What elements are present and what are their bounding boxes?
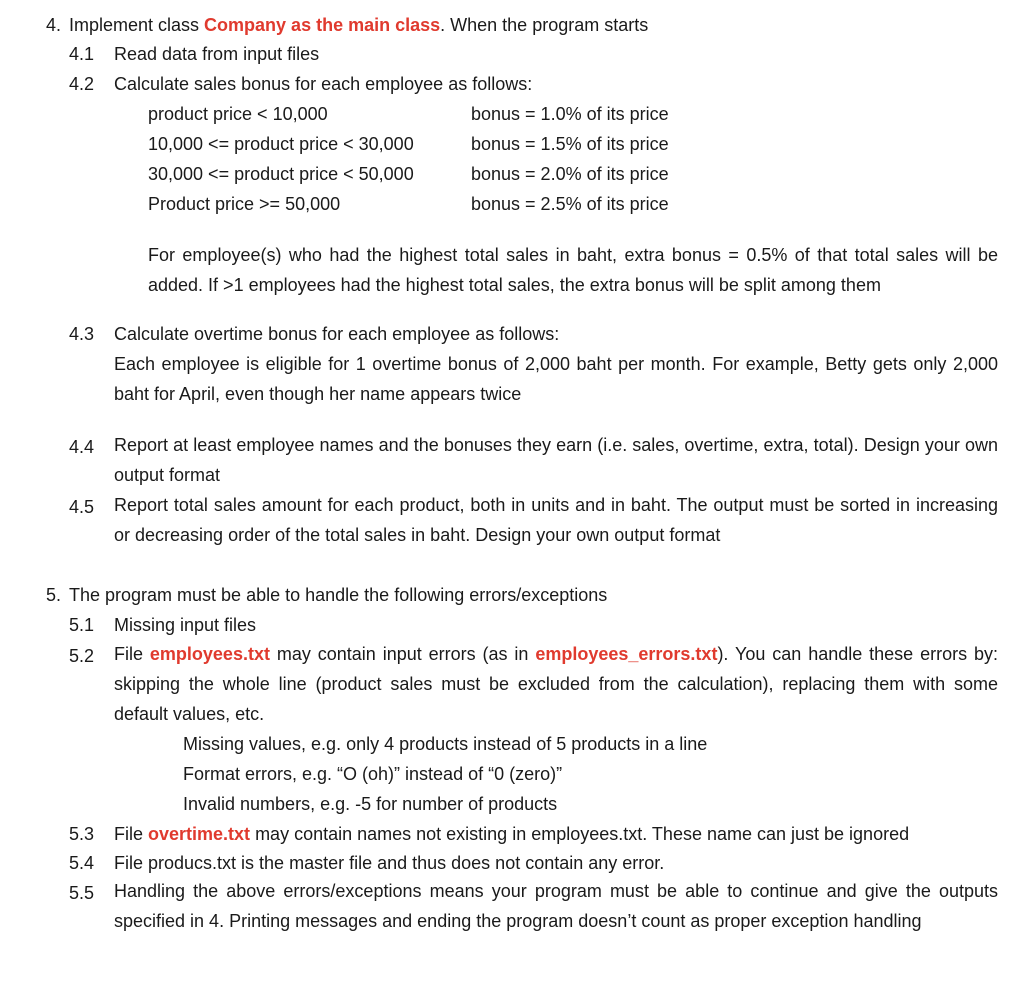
- bonus-condition: 30,000 <= product price < 50,000: [148, 164, 414, 184]
- item-5-3-text: [114, 823, 909, 845]
- item-5-4-number: 5.4: [69, 853, 95, 873]
- heading-text-end: . When the program starts: [440, 15, 649, 35]
- bonus-rate: bonus = 2.0% of its price: [471, 164, 669, 184]
- item-4-5-number: 4.5: [69, 497, 95, 517]
- text: may contain input errors (as in: [269, 644, 536, 664]
- item-4-2-text: Calculate sales bonus for each employee as follows:: [114, 74, 533, 94]
- section-4-heading: [69, 14, 648, 36]
- section-5-heading: The program must be able to handle the following errors/exceptions: [69, 585, 608, 605]
- item-5-2-number: 5.2: [69, 646, 95, 666]
- item-5-1-number: 5.1: [69, 615, 95, 635]
- item-4-4-text: Report at least employee names and the bonuses they earn (i.e. sales, overtime, extra, total). Design your own output format: [114, 435, 998, 485]
- text: may contain names not existing in employees.txt. These name can just be ignored: [250, 824, 910, 844]
- item-4-4-number: 4.4: [69, 437, 95, 457]
- item-4-3-text: Calculate overtime bonus for each employee as follows:: [114, 324, 560, 344]
- item-4-3-detail: Each employee is eligible for 1 overtime bonus of 2,000 baht per month. For example, Betty gets only 2,000 baht for April, even though her name appears twice: [114, 354, 998, 404]
- item-4-1-text: Read data from input files: [114, 44, 320, 64]
- bonus-rate: bonus = 1.0% of its price: [471, 104, 669, 124]
- bonus-rate: bonus = 2.5% of its price: [471, 194, 669, 214]
- highlight-overtime-file: overtime.txt: [148, 824, 251, 844]
- section-4-number: 4.: [46, 15, 62, 35]
- bonus-condition: Product price >= 50,000: [148, 194, 341, 214]
- bonus-condition: product price < 10,000: [148, 104, 328, 124]
- item-4-2-number: 4.2: [69, 74, 95, 94]
- item-4-3-number: 4.3: [69, 324, 95, 344]
- bonus-rate: bonus = 1.5% of its price: [471, 134, 669, 154]
- highlight-employees-file: employees.txt: [149, 644, 270, 664]
- bonus-condition: 10,000 <= product price < 30,000: [148, 134, 414, 154]
- section-5-number: 5.: [46, 585, 62, 605]
- item-5-4-text: File producs.txt is the master file and thus does not contain any error.: [114, 853, 665, 873]
- item-5-3-number: 5.3: [69, 824, 95, 844]
- item-5-5-text: Handling the above errors/exceptions means your program must be able to continue and give the outputs specified in 4. Printing messages and ending the program doesn’t count as proper exception handling: [114, 881, 998, 931]
- item-4-1-number: 4.1: [69, 44, 95, 64]
- error-example: Missing values, e.g. only 4 products instead of 5 products in a line: [183, 734, 708, 754]
- text: File: [114, 824, 149, 844]
- error-example: Invalid numbers, e.g. -5 for number of products: [183, 794, 558, 814]
- error-example: Format errors, e.g. “O (oh)” instead of “0 (zero)”: [183, 764, 563, 784]
- item-4-5-text: Report total sales amount for each product, both in units and in baht. The output must be sorted in increasing or decreasing order of the total sales in baht. Design your own output format: [114, 495, 998, 545]
- heading-text: Implement class: [69, 15, 205, 35]
- text: ). You can handle these errors by: skipping the whole line (product sales must be excluded from the calculation), replacing them with some default values, etc.: [114, 644, 998, 724]
- highlight-company: Company as the main class: [204, 15, 441, 35]
- item-5-1-text: Missing input files: [114, 615, 257, 635]
- item-5-2-text: [114, 639, 998, 729]
- text: File: [114, 644, 150, 664]
- highlight-errors-file: employees_errors.txt: [535, 644, 718, 664]
- extra-bonus-paragraph: For employee(s) who had the highest total sales in baht, extra bonus = 0.5% of that total sales will be added. If >1 employees had the highest total sales, the extra bonus will be split among them: [148, 245, 998, 295]
- item-5-5-number: 5.5: [69, 883, 95, 903]
